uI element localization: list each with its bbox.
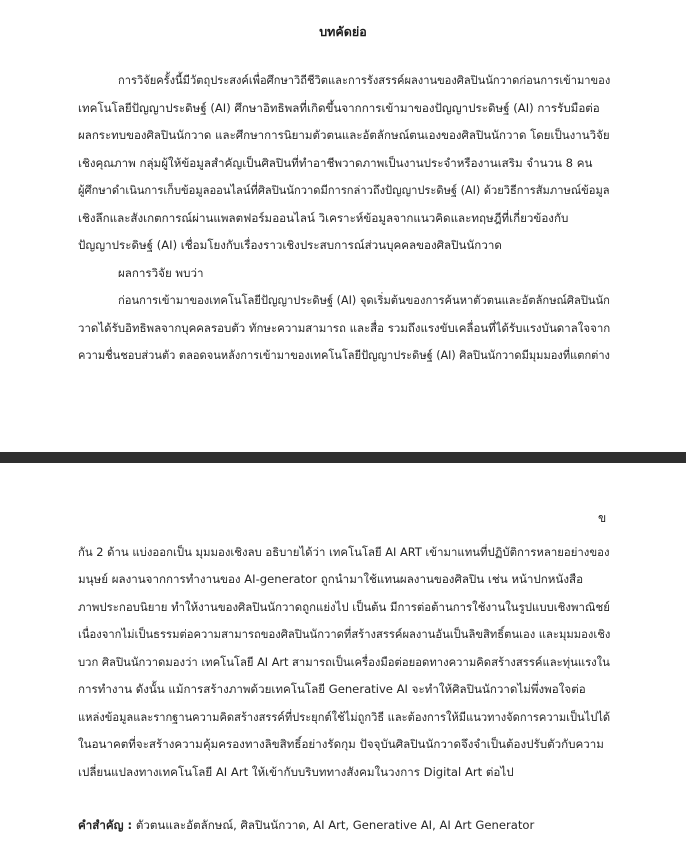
paragraph-line: เชิงลึกและสังเกตการณ์ผ่านแพลตฟอร์มออนไลน์ วิเคราะห์ข้อมูลจากแนวคิดและทฤษฎีที่เกี่ยวข้องกับ	[78, 211, 569, 225]
abstract-title: บทคัดย่อ	[319, 24, 367, 39]
page-divider	[0, 452, 686, 463]
paragraph-line: เชิงคุณภาพ กลุ่มผู้ให้ข้อมูลสำคัญเป็นศิลปินที่ทำอาชีพวาดภาพเป็นงานประจำหรืองานเสริม จำนวน 8 คน	[78, 156, 593, 170]
paragraph-line: ภาพประกอบนิยาย ทำให้งานของศิลปินนักวาดถูกแย่งไป เป็นต้น มีการต่อต้านการใช้งานในรูปแบบเชิงพาณิชย์	[78, 600, 610, 614]
results-heading: ผลการวิจัย พบว่า	[118, 266, 204, 280]
paragraph-line: ปัญญาประดิษฐ์ (AI) เชื่อมโยงกับเรื่องราวเชิงประสบการณ์ส่วนบุคคลของศิลปินนักวาด	[78, 238, 502, 252]
paragraph-line: วาดได้รับอิทธิพลจากบุคคลรอบตัว ทักษะความสามารถ และสื่อ รวมถึงแรงขับเคลื่อนที่ได้รับแรงบันดาลใจจาก	[78, 321, 611, 335]
paragraph-line: เนื่องจากไม่เป็นธรรมต่อความสามารถของศิลปินนักวาดที่สร้างสรรค์ผลงานอันเป็นลิขสิทธิ์ตนเอง และมุมมองเชิง	[78, 627, 611, 641]
keywords-text: ตัวตนและอัตลักษณ์, ศิลปินนักวาด, AI Art, Generative AI, AI Art Generator	[132, 818, 535, 832]
paragraph-line: มนุษย์ ผลงานจากการทำงานของ AI-generator ถูกนำมาใช้แทนผลงานของศิลปิน เช่น หน้าปกหนังสือ	[78, 572, 584, 586]
paragraph-line: ความชื่นชอบส่วนตัว ตลอดจนหลังการเข้ามาของเทคโนโลยีปัญญาประดิษฐ์ (AI) ศิลปินนักวาดมีมุมมองที่แตกต่าง	[78, 348, 610, 362]
paragraph-line: เทคโนโลยีปัญญาประดิษฐ์ (AI) ศึกษาอิทธิพลที่เกิดขึ้นจากการเข้ามาของปัญญาประดิษฐ์ (AI) การรับมือต่อ	[78, 101, 600, 115]
paragraph-line: ในอนาคตที่จะสร้างความคุ้มครองทางลิขสิทธิ์อย่างรัดกุม ปัจจุบันศิลปินนักวาดจึงจำเป็นต้องปรับตัวกับความ	[78, 737, 604, 751]
keywords-label: คำสำคัญ :	[78, 818, 133, 832]
page-2	[0, 463, 686, 847]
paragraph-line: กัน 2 ด้าน แบ่งออกเป็น มุมมองเชิงลบ อธิบายได้ว่า เทคโนโลยี AI ART เข้ามาแทนที่ปฏิบัติการหลายอย่างของ	[78, 545, 610, 559]
paragraph-line: ก่อนการเข้ามาของเทคโนโลยีปัญญาประดิษฐ์ (AI) จุดเริ่มต้นของการค้นหาตัวตนและอัตลักษณ์ศิลปินนัก	[118, 293, 610, 307]
paragraph-line: การทำงาน ดังนั้น แม้การสร้างภาพด้วยเทคโนโลยี Generative AI จะทำให้ศิลปินนักวาดไม่พึ่งพอใจต่อ	[78, 682, 586, 696]
paragraph-line: บวก ศิลปินนักวาดมองว่า เทคโนโลยี AI Art สามารถเป็นเครื่องมือต่อยอดทางความคิดสร้างสรรค์และทุ่นแรงใน	[78, 655, 610, 669]
paragraph-line: ผู้ศึกษาดำเนินการเก็บข้อมูลออนไลน์ที่ศิลปินนักวาดมีการกล่าวถึงปัญญาประดิษฐ์ (AI) ด้วยวิธีการสัมภาษณ์ข้อมูล	[78, 183, 610, 197]
paragraph-line: เปลี่ยนแปลงทางเทคโนโลยี AI Art ให้เข้ากับบริบททางสังคมในวงการ Digital Art ต่อไป	[78, 765, 514, 779]
paragraph-line: ผลกระทบของศิลปินนักวาด และศึกษาการนิยามตัวตนและอัตลักษณ์ตนเองของศิลปินนักวาด โดยเป็นงานวิจัย	[78, 128, 610, 142]
paragraph-line: แหล่งข้อมูลและรากฐานความคิดสร้างสรรค์ที่ประยุกต์ใช้ไม่ถูกวิธี และต้องการให้มีแนวทางจัดการความเป็นไปได้	[78, 710, 611, 724]
paragraph-line: การวิจัยครั้งนี้มีวัตถุประสงค์เพื่อศึกษาวิถีชีวิตและการรังสรรค์ผลงานของศิลปินนักวาดก่อนการเข้ามาของ	[118, 73, 611, 87]
page-number: ข	[598, 511, 607, 525]
keywords-line	[78, 817, 534, 833]
